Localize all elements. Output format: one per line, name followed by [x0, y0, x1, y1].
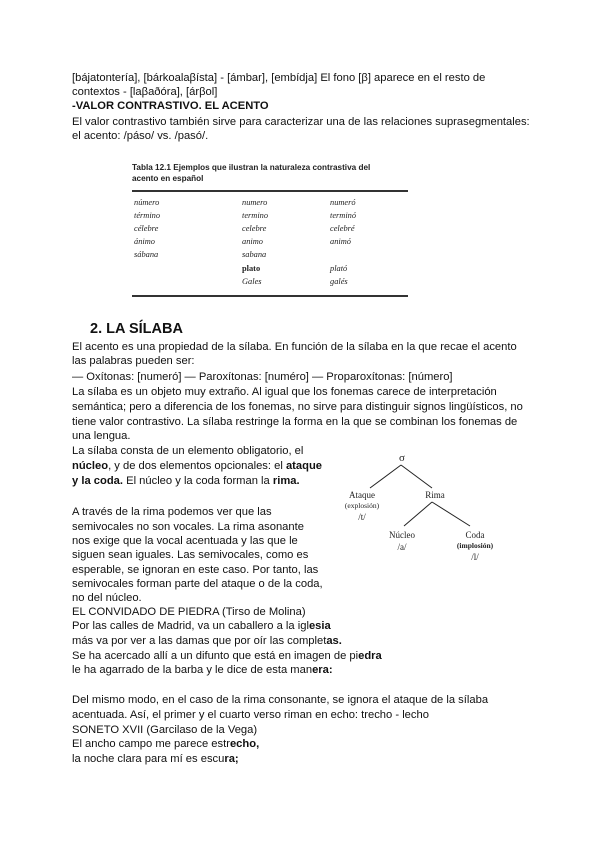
text-line: El acento es una propiedad de la sílaba. En función de la sílaba en la que recae el acento	[72, 341, 517, 353]
section-title: 2. LA SÍLABA	[90, 321, 183, 337]
poem-line	[72, 620, 331, 633]
table-cell: numeró	[330, 198, 356, 207]
poem-line	[72, 635, 342, 648]
text-line: el acento: /páso/ vs. /pasó/.	[72, 130, 209, 142]
table-cell: término	[134, 211, 161, 220]
text-line: [bájatontería], [bárkoalaβísta] - [ámbar], [embídja] El fono [β] aparece en el resto de	[72, 72, 486, 84]
poem-line	[72, 753, 239, 766]
text-line: tiene valor contrastivo. La sílaba restringe la forma en la que se combinan los fonemas de	[72, 416, 518, 428]
section-heading-valor: -VALOR CONTRASTIVO. EL ACENTO	[72, 100, 269, 112]
text-fragment: le ha agarrado de la barba y le dice de esta man	[72, 664, 313, 676]
rhyme-fragment: edra	[358, 650, 382, 662]
tree-node-rima: Rima	[425, 490, 445, 500]
text-line: no del núcleo.	[72, 592, 142, 604]
table-cell: ánimo	[134, 237, 155, 246]
text-line: — Oxítonas: [numeró] — Paroxítonas: [numéro] — Proparoxítonas: [número]	[72, 371, 453, 383]
table-caption: acento en español	[132, 174, 204, 183]
tree-node-coda: Coda	[465, 530, 485, 540]
text-fragment: más va por ver a las damas que por oír las complet	[72, 635, 327, 647]
text-line: esperable, se ignoran en este caso. Por tanto, las	[72, 564, 319, 576]
tree-node-coda-value: /l/	[471, 552, 479, 562]
table-cell: célebre	[134, 224, 159, 233]
text-fragment: El ancho campo me parece estr	[72, 738, 230, 750]
text-fragment: El núcleo y la coda forman la	[123, 475, 273, 487]
syllable-tree-diagram	[340, 452, 510, 572]
tree-root: σ	[399, 452, 405, 464]
table-caption: Tabla 12.1 Ejemplos que ilustran la naturaleza contrastiva del	[132, 163, 371, 172]
table-cell: termino	[242, 211, 269, 220]
term-rima: rima.	[272, 475, 300, 487]
poem-line	[72, 650, 382, 663]
table-cell: celebré	[330, 224, 355, 233]
table-cell: numero	[242, 198, 268, 207]
table-rule	[132, 295, 408, 297]
table-cell: sabana	[242, 250, 267, 259]
text-line: Del mismo modo, en el caso de la rima consonante, se ignora el ataque de la sílaba	[72, 694, 489, 706]
text-line: semivocales forman parte del ataque o de la coda,	[72, 578, 323, 590]
rhyme-fragment: era:	[312, 664, 333, 676]
text-line: una lengua.	[72, 430, 131, 442]
tree-node-ataque-value: /t/	[358, 512, 366, 522]
tree-node-ataque: Ataque	[349, 490, 375, 500]
table-cell: celebre	[242, 224, 267, 233]
table-cell: plató	[330, 264, 348, 273]
text-fragment: , y de dos elementos opcionales: el	[108, 460, 286, 472]
text-line	[72, 460, 322, 473]
tree-node-ataque-sub: (explosión)	[344, 501, 380, 510]
text-fragment: la noche clara para mí es escu	[72, 753, 225, 765]
text-line: acentuada. Así, el primer y el cuarto verso riman en echo: trecho - lecho	[72, 709, 429, 721]
table-cell: terminó	[330, 211, 357, 220]
text-line: semivocales no son vocales. La rima asonante	[72, 521, 304, 533]
text-line	[72, 475, 300, 488]
poem-title: EL CONVIDADO DE PIEDRA (Tirso de Molina)	[72, 606, 306, 618]
table-cell: galés	[330, 277, 348, 286]
poem-line	[72, 664, 333, 677]
tree-node-nucleo: Núcleo	[389, 530, 415, 540]
text-line: siguen sean iguales. Las semivocales, como es	[72, 549, 309, 561]
term-ataque: ataque	[285, 460, 322, 472]
term-coda: y la coda.	[72, 475, 123, 487]
text-line: La sílaba es un objeto muy extraño. Al igual que los fonemas carece de interpretación	[72, 386, 497, 398]
text-line: contextos - [laβaðóra], [árβol]	[72, 86, 218, 98]
table-cell: número	[134, 198, 160, 207]
text-line: A través de la rima podemos ver que las	[72, 506, 272, 518]
table-cell: plato	[242, 264, 261, 273]
table-cell: sábana	[134, 250, 159, 259]
tree-node-nucleo-value: /a/	[397, 542, 407, 552]
stress-examples-table	[132, 158, 408, 298]
text-line: semántica; pero a diferencia de los fonemas, no sirve para distinguir signos lingüísticos, no	[72, 401, 523, 413]
text-line: La sílaba consta de un elemento obligatorio, el	[72, 445, 304, 457]
rhyme-fragment: ra;	[224, 753, 239, 765]
text-line: las palabras pueden ser:	[72, 355, 195, 367]
rhyme-fragment: esia	[308, 620, 331, 632]
table-rule	[132, 190, 408, 192]
tree-node-coda-sub: (implosión)	[456, 541, 494, 550]
text-line: El valor contrastivo también sirve para caracterizar una de las relaciones suprasegmentales:	[72, 116, 530, 128]
rhyme-fragment: as.	[326, 635, 342, 647]
poem-title: SONETO XVII (Garcilaso de la Vega)	[72, 724, 258, 736]
rhyme-fragment: echo,	[229, 738, 260, 750]
poem-line	[72, 738, 259, 751]
text-fragment: Se ha acercado allí a un difunto que está en imagen de pi	[72, 650, 359, 662]
table-cell: animo	[242, 237, 263, 246]
table-cell: Gales	[242, 277, 262, 286]
text-line: nos exige que la vocal acentuada y las que le	[72, 535, 298, 547]
term-nucleo: núcleo	[72, 460, 109, 472]
table-cell: animó	[330, 237, 351, 246]
text-fragment: Por las calles de Madrid, va un caballero a la igl	[72, 620, 309, 632]
